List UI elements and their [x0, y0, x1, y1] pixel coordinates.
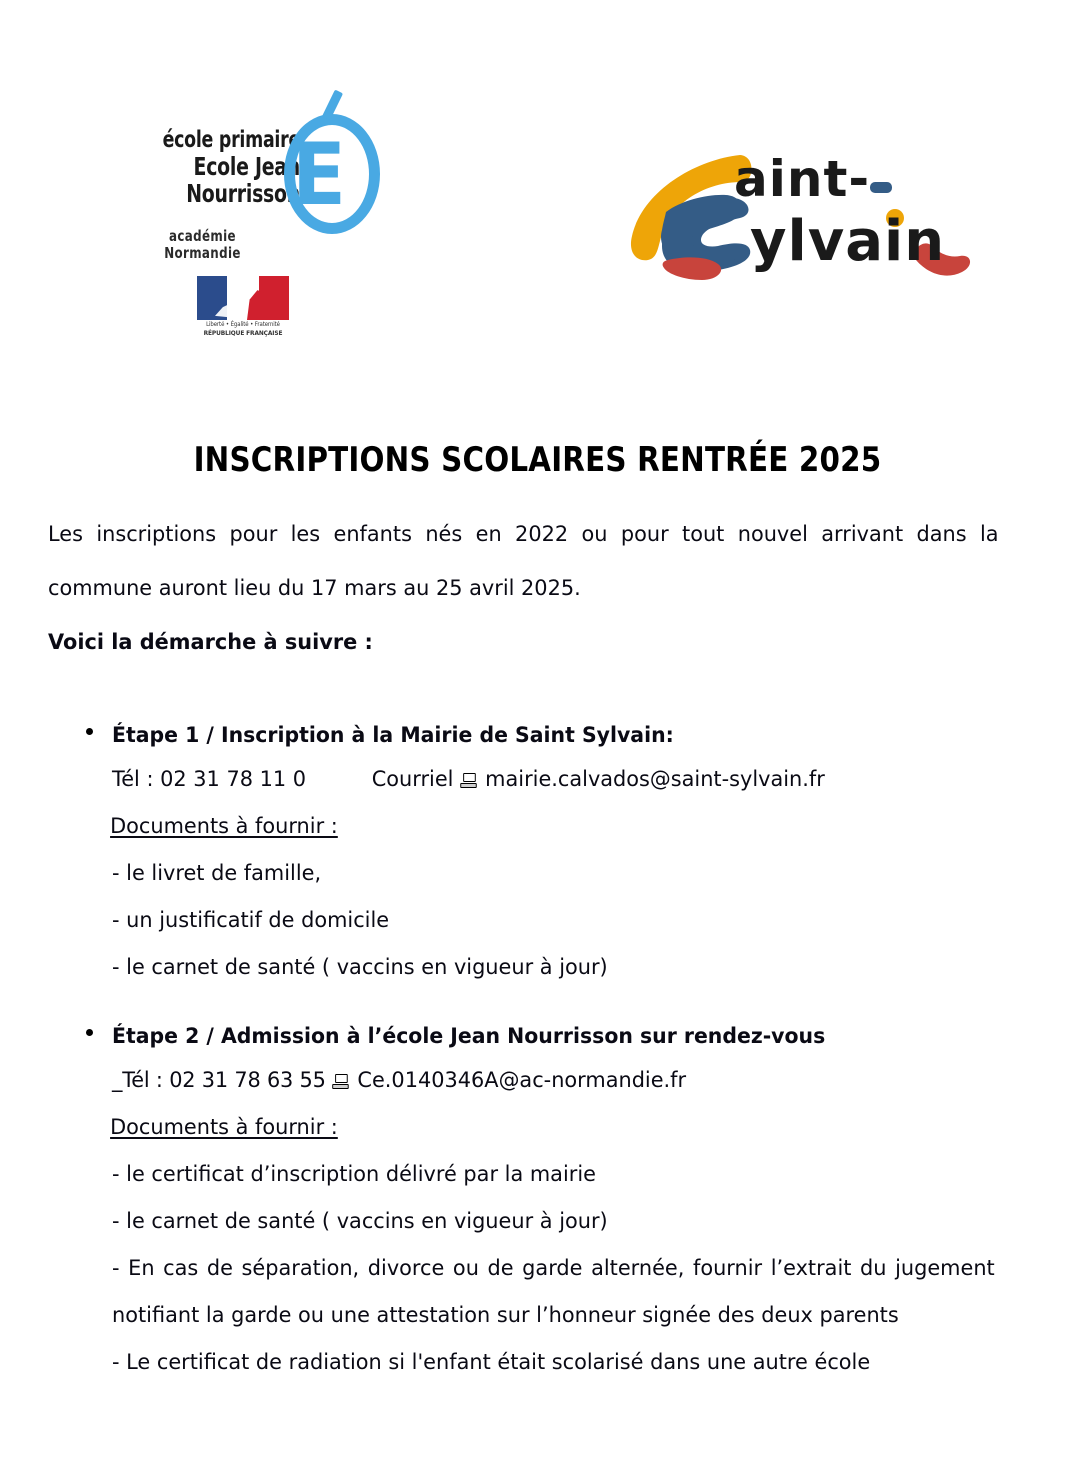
- school-logo: [60, 88, 390, 348]
- computer-icon-base: [332, 1084, 348, 1089]
- step-2-documents-label-text: Documents à fournir :: [110, 1115, 338, 1140]
- lead-in-text: Voici la démarche à suivre :: [48, 630, 373, 655]
- logo-blue-hyphen: [870, 182, 892, 193]
- step-2-document-item: - En cas de séparation, divorce ou de garde alternée, fournir l’extrait du jugement notifiant la garde ou une attestation sur l’honneur signée des deux parents: [112, 1256, 995, 1328]
- step-2-contact-line: [48, 1057, 999, 1104]
- academie-block: [60, 228, 345, 262]
- academie-line1: académie: [169, 227, 236, 245]
- step-1-phone: Tél : 02 31 78 11 0: [112, 767, 307, 792]
- logo-text-sylvain: ylvain: [750, 209, 946, 274]
- computer-icon-screen: [463, 773, 476, 782]
- step-1-heading: Étape 1 / Inscription à la Mairie de Saint Sylvain:: [112, 723, 674, 748]
- step-2-document-item: - Le certificat de radiation si l'enfant était scolarisé dans une autre école: [112, 1350, 871, 1375]
- republique-francaise-text: RÉPUBLIQUE FRANÇAISE: [203, 329, 283, 338]
- document-body: [48, 508, 1028, 1386]
- saint-sylvain-logo-graphic: [622, 138, 994, 288]
- computer-icon-base: [460, 783, 476, 788]
- bullet-icon: [86, 1029, 93, 1036]
- document-header: [0, 0, 1075, 400]
- school-logo-line1: école primaire: [162, 127, 300, 153]
- step-1-block: [48, 716, 1028, 756]
- school-logo-wordmark: [60, 128, 300, 207]
- saint-sylvain-logo: [622, 138, 994, 288]
- step-1-document-item: - un justificatif de domicile: [112, 908, 390, 933]
- step-2-phone: _Tél : 02 31 78 63 55: [112, 1068, 326, 1093]
- step-1-email-label: Courriel: [371, 767, 454, 792]
- step-2-documents-label: [48, 1104, 999, 1151]
- e-emblem-icon: [276, 88, 394, 238]
- step-2-document-item: - le carnet de santé ( vaccins en vigueur à jour): [112, 1209, 608, 1234]
- step-2-heading: Étape 2 / Admission à l’école Jean Nourrisson sur rendez-vous: [112, 1024, 826, 1049]
- logo-text-saint: aint-: [734, 150, 871, 208]
- school-logo-line2: Ecole Jean Nourrisson: [186, 151, 300, 208]
- bullet-icon: [86, 728, 93, 735]
- step-1-documents-label: [48, 803, 999, 850]
- devise-text: Liberté • Égalité • Fraternité: [206, 321, 280, 328]
- spacer-between-steps: [48, 991, 1028, 1017]
- spacer-after-leadin: [48, 670, 1028, 716]
- step-1-document-item: - le livret de famille,: [112, 861, 322, 886]
- step-2-block: [48, 1017, 1028, 1057]
- step-1-document-item: - le carnet de santé ( vaccins en vigueur à jour): [112, 955, 608, 980]
- academie-line2: Normandie: [164, 243, 241, 262]
- step-1-documents-label-text: Documents à fournir :: [110, 814, 338, 839]
- computer-icon: [332, 1074, 348, 1089]
- intro-paragraph: Les inscriptions pour les enfants nés en 2022 ou pour tout nouvel arrivant dans la commune auront lieu du 17 mars au 25 avril 2025.: [48, 522, 999, 601]
- computer-icon-screen: [335, 1074, 348, 1083]
- step-1-email[interactable]: mairie.calvados@saint-sylvain.fr: [485, 767, 825, 792]
- computer-icon: [460, 773, 476, 788]
- page-title: INSCRIPTIONS SCOLAIRES RENTRÉE 2025: [193, 440, 882, 480]
- e-emblem-letter: E: [292, 125, 347, 225]
- step-2-document-item: - le certificat d’inscription délivré par la mairie: [112, 1162, 596, 1187]
- republique-devise-block: [197, 321, 289, 338]
- step-2-email[interactable]: Ce.0140346A@ac-normandie.fr: [357, 1068, 687, 1093]
- step-1-contact-line: [48, 756, 999, 803]
- republique-francaise-logo: [197, 276, 289, 338]
